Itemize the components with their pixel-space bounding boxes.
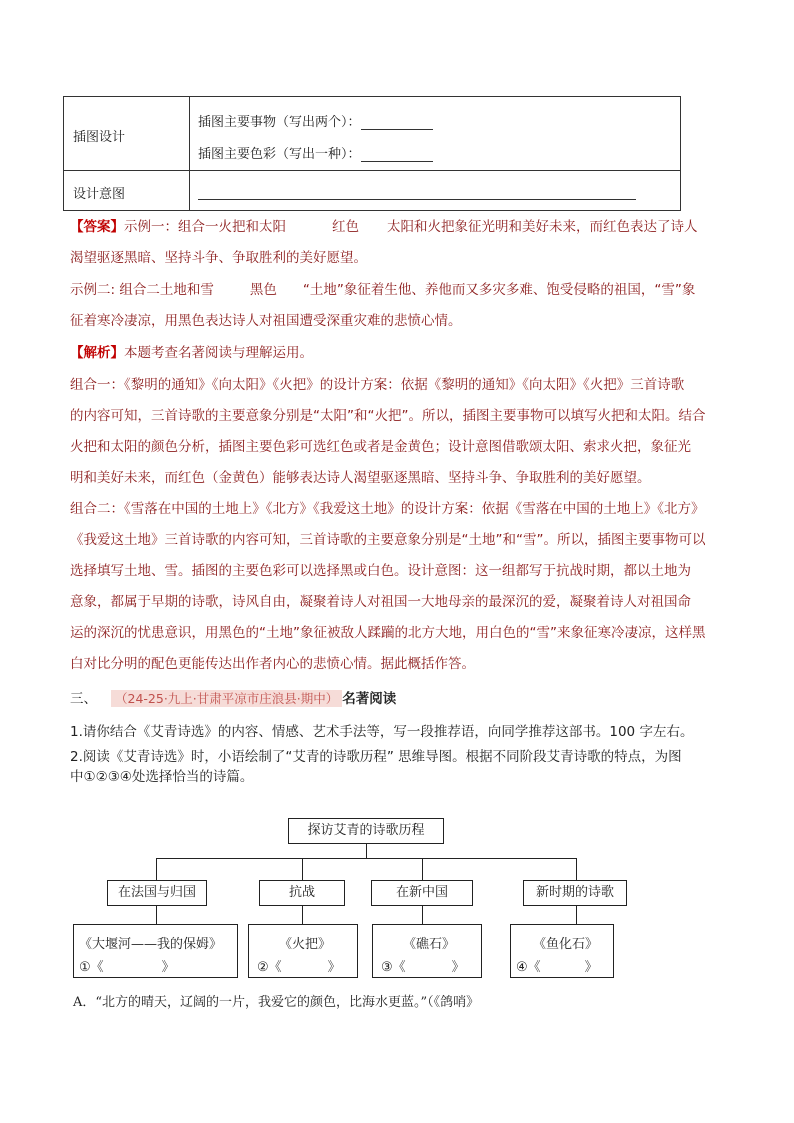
answer-example-1: 【答案】示例一：组合一火把和太阳 红色 太阳和火把象征光明和美好未来，而红色表达了诗人 — [70, 219, 698, 235]
connector — [156, 906, 157, 924]
connector — [366, 844, 367, 858]
poem-blank[interactable]: ④《 》 — [516, 960, 598, 975]
analysis-line: 的内容可知，三首诗歌的主要意象分别是“太阳”和“火把”。所以，插图主要事物可以填写火把和太阳。结合 — [70, 408, 706, 424]
poem-box — [372, 924, 482, 978]
section-heading: 三、 （24-25·九上·甘肃平凉市庄浪县·期中） 名著阅读 — [70, 691, 397, 707]
poem-blank[interactable]: ②《 》 — [257, 960, 341, 975]
source-badge: （24-25·九上·甘肃平凉市庄浪县·期中） — [111, 690, 342, 707]
analysis-line: 组合一：《黎明的通知》《向太阳》《火把》的设计方案：依据《黎明的通知》《向太阳》《火把》三首诗歌 — [70, 377, 685, 393]
answer-example-2-cont: 征着寒冷凄凉，用黑色表达诗人对祖国遭受深重灾难的悲愤心情。 — [70, 313, 462, 329]
analysis-line: 组合二：《雪落在中国的土地上》《北方》《我爱这土地》的设计方案：依据《雪落在中国的土地上》《北方》 — [70, 501, 705, 517]
stage-box: 抗战 — [259, 880, 345, 906]
table-divider-horizontal — [64, 170, 680, 171]
connector — [156, 858, 576, 859]
poem-title: 《火把》 — [279, 937, 332, 952]
mindmap-root: 探访艾青的诗歌历程 — [288, 818, 444, 844]
analysis-line: 运的深沉的忧患意识，用黑色的“土地”象征被敌人蹂躏的北方大地，用白色的“雪”来象征寒冷凄凉，这样黑 — [70, 625, 706, 641]
poem-box — [73, 924, 238, 978]
analysis-line: 明和美好未来，而红色（金黄色）能够表达诗人渴望驱逐黑暗、坚持斗争、争取胜利的美好愿望。 — [70, 470, 651, 486]
connector — [156, 858, 157, 880]
question-2: 2.阅读《艾青诗选》时，小语绘制了“艾青的诗歌历程” 思维导图。根据不同阶段艾青诗歌的特点，为图 — [70, 749, 682, 765]
table-divider-vertical — [189, 97, 190, 210]
color-blank[interactable] — [361, 147, 433, 162]
question-1: 1.请你结合《艾青诗选》的内容、情感、艺术手法等，写一段推荐语，向同学推荐这部书。100 字左右。 — [70, 724, 694, 740]
answer-example-2: 示例二: 组合二土地和雪 黑色 “土地”象征着生他、养他而又多灾多难、饱受侵略的祖国，“雪”象 — [70, 282, 696, 298]
analysis-line: 选择填写土地、雪。插图的主要色彩可以选择黑或白色。设计意图：这一组都写于抗战时期，都以土地为 — [70, 563, 691, 579]
illustration-color-prompt: 插图主要色彩（写出一种）： — [198, 143, 433, 162]
poem-title: 《礁石》 — [403, 937, 456, 952]
illustration-objects-prompt: 插图主要事物（写出两个）： — [198, 111, 433, 130]
analysis-heading: 【解析】本题考查名著阅读与理解运用。 — [70, 345, 313, 361]
analysis-line: 意象，都属于早期的诗歌，诗风自由，凝聚着诗人对祖国一大地母亲的最深沉的爱，凝聚着诗人对祖国命 — [70, 594, 691, 610]
analysis-line: 火把和太阳的颜色分析，插图主要色彩可选红色或者是金黄色；设计意图借歌颂太阳、索求火把，象征光 — [70, 439, 691, 455]
poem-box — [510, 924, 614, 978]
design-table — [63, 96, 681, 211]
analysis-line: 《我爱这土地》三首诗歌的内容可知，三首诗歌的主要意象分别是“土地”和“雪”。所以，插图主要事物可以 — [70, 532, 706, 548]
poem-box — [248, 924, 358, 978]
connector — [576, 858, 577, 880]
objects-blank[interactable] — [361, 115, 433, 130]
stage-box: 在新中国 — [371, 880, 473, 906]
option-a[interactable]: A．“北方的晴天，辽阔的一片，我爱它的颜色，比海水更蓝。”（《鸽哨》 — [73, 995, 480, 1010]
connector — [576, 906, 577, 924]
stage-box: 在法国与归国 — [107, 880, 207, 906]
connector — [422, 906, 423, 924]
answer-example-1-cont: 渴望驱逐黑暗、坚持斗争、争取胜利的美好愿望。 — [70, 250, 367, 266]
poem-title: 《鱼化石》 — [533, 937, 599, 952]
row-label-intent: 设计意图 — [73, 187, 126, 202]
analysis-line: 白对比分明的配色更能传达出作者内心的悲愤心情。据此概括作答。 — [70, 656, 475, 672]
poem-title: 《大堰河——我的保姆》 — [79, 937, 223, 952]
row-label-illustration: 插图设计 — [73, 130, 126, 145]
poem-blank[interactable]: ③《 》 — [381, 960, 465, 975]
stage-box: 新时期的诗歌 — [523, 880, 627, 906]
poem-blank[interactable]: ①《 》 — [79, 960, 175, 975]
connector — [422, 858, 423, 880]
connector — [302, 858, 303, 880]
connector — [302, 906, 303, 924]
question-2-cont: 中①②③④处选择恰当的诗篇。 — [70, 769, 254, 785]
intent-blank[interactable] — [198, 185, 636, 200]
